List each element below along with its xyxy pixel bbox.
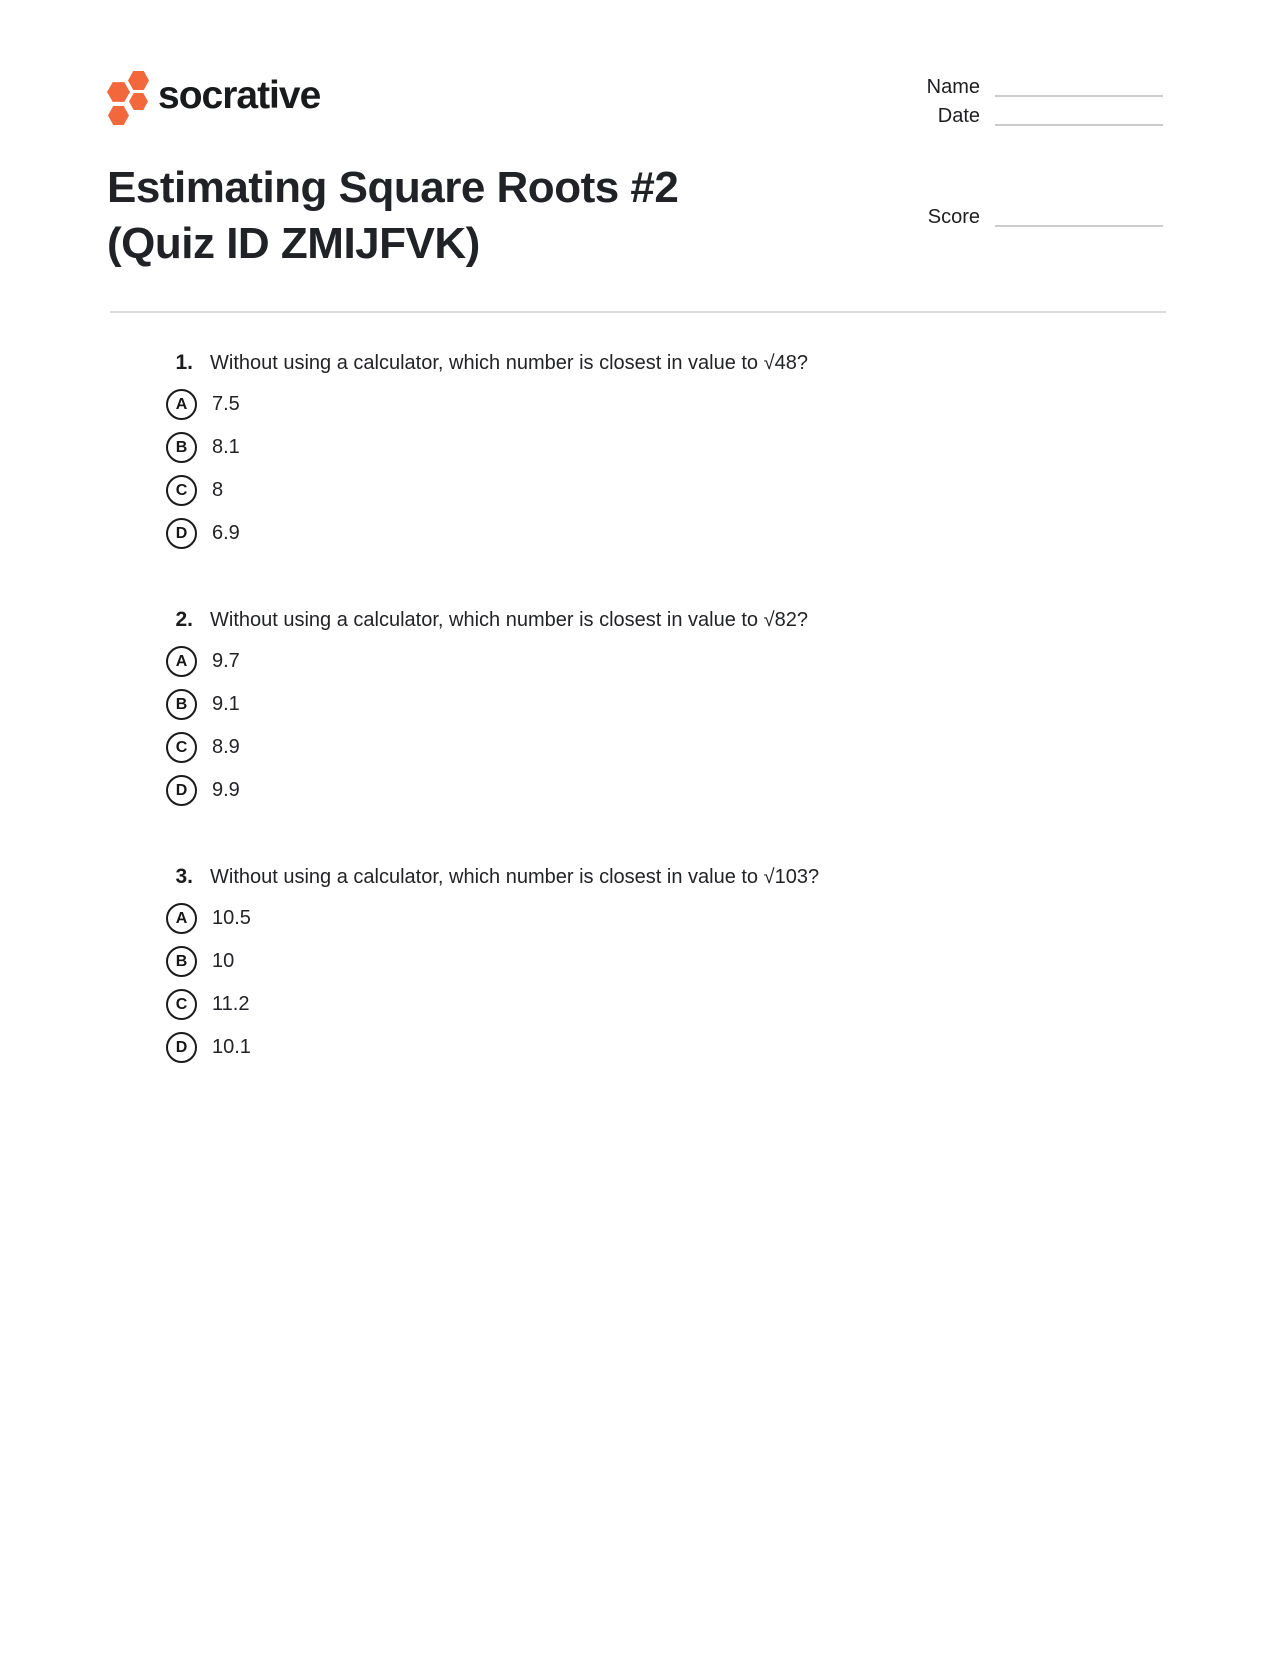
name-blank-line[interactable]	[995, 95, 1163, 97]
answer-bubble[interactable]: B	[166, 689, 197, 720]
date-field-row	[860, 105, 1163, 130]
answer-value: 7.5	[212, 393, 240, 415]
question-3-option-d[interactable]	[166, 1032, 1106, 1063]
answer-bubble[interactable]: D	[166, 1032, 197, 1063]
question-2-header	[166, 607, 1106, 633]
page-title	[107, 160, 678, 272]
answer-bubble[interactable]: A	[166, 646, 197, 677]
question-1-option-d[interactable]	[166, 518, 1106, 549]
answer-value: 10.1	[212, 1036, 251, 1058]
score-label: Score	[927, 206, 980, 228]
answer-bubble[interactable]: B	[166, 432, 197, 463]
answer-bubble[interactable]: D	[166, 775, 197, 806]
answer-value: 8.9	[212, 736, 240, 758]
answer-bubble[interactable]: D	[166, 518, 197, 549]
question-text: Without using a calculator, which number is closest in value to √48?	[210, 352, 808, 374]
answer-bubble[interactable]: A	[166, 389, 197, 420]
answer-bubble[interactable]: C	[166, 475, 197, 506]
page-title-line1: Estimating Square Roots #2	[107, 163, 679, 212]
question-3-option-c[interactable]	[166, 989, 1106, 1020]
hexagon-icon	[108, 105, 129, 126]
answer-bubble[interactable]: A	[166, 903, 197, 934]
score-field-row	[860, 206, 1163, 231]
brand-wordmark: socrative	[158, 74, 321, 117]
question-3-option-b[interactable]	[166, 946, 1106, 977]
answer-bubble[interactable]: B	[166, 946, 197, 977]
header-divider	[110, 311, 1166, 313]
question-1-option-a[interactable]	[166, 389, 1106, 420]
hexagon-icon	[107, 81, 130, 103]
question-3-option-a[interactable]	[166, 903, 1106, 934]
question-text: Without using a calculator, which number is closest in value to √82?	[210, 609, 808, 631]
socrative-logo-icon	[106, 68, 154, 128]
question-2-option-d[interactable]	[166, 775, 1106, 806]
question-2-option-b[interactable]	[166, 689, 1106, 720]
answer-bubble[interactable]: C	[166, 989, 197, 1020]
answer-value: 10	[212, 950, 235, 972]
question-2	[166, 607, 1106, 818]
answer-value: 11.2	[212, 993, 250, 1015]
question-1-header	[166, 350, 1106, 376]
hexagon-icon	[129, 92, 148, 111]
question-3-header	[166, 864, 1106, 890]
question-1	[166, 350, 1106, 561]
question-1-option-c[interactable]	[166, 475, 1106, 506]
name-label: Name	[926, 76, 980, 98]
answer-value: 9.9	[212, 779, 240, 801]
answer-value: 10.5	[212, 907, 251, 929]
answer-value: 9.7	[212, 650, 240, 672]
answer-value: 8	[212, 479, 224, 501]
question-number: 2.	[175, 608, 193, 631]
question-number: 3.	[175, 865, 193, 888]
answer-value: 6.9	[212, 522, 240, 544]
answer-bubble[interactable]: C	[166, 732, 197, 763]
date-label: Date	[937, 105, 980, 127]
question-1-option-b[interactable]	[166, 432, 1106, 463]
question-2-option-a[interactable]	[166, 646, 1106, 677]
question-2-option-c[interactable]	[166, 732, 1106, 763]
answer-value: 8.1	[212, 436, 240, 458]
answer-value: 9.1	[212, 693, 240, 715]
question-text: Without using a calculator, which number is closest in value to √103?	[210, 866, 820, 888]
page-title-line2: (Quiz ID ZMIJFVK)	[107, 219, 480, 268]
score-blank-line[interactable]	[995, 225, 1163, 227]
hexagon-icon	[128, 70, 149, 91]
date-blank-line[interactable]	[995, 124, 1163, 126]
question-3	[166, 864, 1106, 1075]
question-number: 1.	[175, 351, 193, 374]
name-field-row	[860, 76, 1163, 101]
